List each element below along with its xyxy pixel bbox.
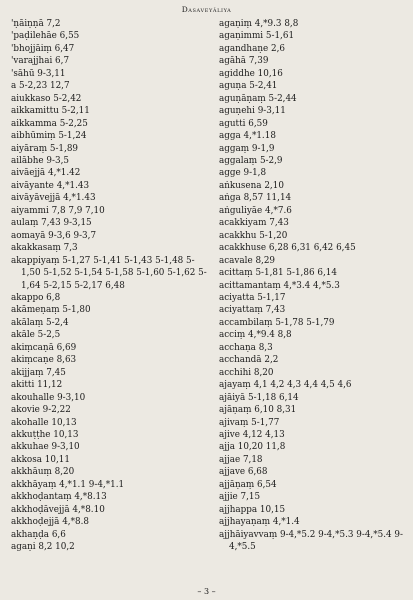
index-entry: agaṇiṃ 4,*9.3 8,8 bbox=[219, 19, 299, 29]
index-entry: aikkamittu 5-2,11 bbox=[11, 106, 90, 117]
index-entry: aguṇehi 9-3,11 bbox=[219, 106, 286, 117]
index-entry: aggalaṃ 5-2,9 bbox=[219, 155, 283, 166]
index-entry: aṅkusena 2,10 bbox=[219, 180, 284, 191]
index-entry: aivāyante 4,*1.43 bbox=[11, 180, 90, 191]
index-entry: 'varajjhai 6,7 bbox=[11, 56, 70, 67]
index-entry: ajjhappa 10,15 bbox=[219, 504, 286, 515]
index-entry: aiukkaso 5-2,42 bbox=[11, 93, 82, 104]
index-column-left bbox=[11, 18, 207, 553]
index-entry: akālaṃ 5-2,4 bbox=[11, 317, 69, 328]
index-entry: aomayā 9-3,6 9-3,7 bbox=[11, 230, 97, 241]
index-entry: akohalle 10,13 bbox=[11, 417, 77, 428]
index-entry: acakkhuse 6,28 6,31 6,42 6,45 bbox=[219, 243, 356, 254]
index-entry: acakkhu 5-1,20 bbox=[219, 230, 288, 241]
index-entry: akhaṇḍa 6,6 bbox=[11, 529, 66, 540]
index-entry: akouhalle 9-3,10 bbox=[11, 392, 86, 403]
index-entry: ajive 4,12 4,13 bbox=[219, 429, 285, 440]
index-entry: akkhoḍantaṃ 4,*8.13 bbox=[11, 492, 107, 503]
index-entry: akkuhae 9-3,10 bbox=[11, 442, 80, 453]
index-entry: akitti 11,12 bbox=[11, 380, 63, 391]
page-number: – 3 – bbox=[197, 587, 216, 596]
index-entry: agaṇimmi 5-1,61 bbox=[219, 31, 295, 42]
index-entry: aciyatta 5-1,17 bbox=[219, 292, 286, 303]
index-entry: ailābhe 9-3,5 bbox=[11, 155, 69, 166]
index-entry: aguṇāṇaṃ 5-2,44 bbox=[219, 93, 297, 104]
index-entry: acciṃ 4,*9.4 8,8 bbox=[219, 330, 292, 341]
index-entry: akkhoḍejjā 4,*8.8 bbox=[11, 517, 89, 528]
index-entry: akiṃcaṇā 6,69 bbox=[11, 342, 77, 353]
index-entry: akkuṭṭhe 10,13 bbox=[11, 429, 79, 440]
index-entry: aciyattaṃ 7,43 bbox=[219, 305, 286, 316]
index-entry: aguṇa 5-2,41 bbox=[219, 81, 278, 92]
index-entry: akakkasaṃ 7,3 bbox=[11, 243, 78, 254]
index-entry: agaṇi 8,2 10,2 bbox=[11, 542, 75, 553]
index-entry: acchaṇa 8,3 bbox=[219, 342, 273, 353]
index-entry: ajivaṃ 5-1,77 bbox=[219, 417, 280, 428]
index-entry: akijjaṃ 7,45 bbox=[11, 367, 66, 378]
index-column-right bbox=[219, 18, 409, 553]
index-entry: agutti 6,59 bbox=[219, 118, 268, 129]
index-entry: akappo 6,8 bbox=[11, 292, 61, 303]
index-entry: akiṃcaṇe 8,63 bbox=[11, 355, 77, 366]
index-entry: aṅguliyāe 4,*7.6 bbox=[219, 205, 292, 216]
index-entry: agandhaṇe 2,6 bbox=[219, 43, 285, 54]
index-entry: ajayaṃ 4,1 4,2 4,3 4,4 4,5 4,6 bbox=[219, 380, 352, 391]
index-entry: acchandā 2,2 bbox=[219, 355, 279, 366]
index-entry: akāle 5-2,5 bbox=[11, 330, 61, 341]
index-entry: 'bhojjāiṃ 6,47 bbox=[11, 43, 75, 54]
index-entry: acchihi 8,20 bbox=[219, 367, 274, 378]
index-entry: akkhāuṃ 8,20 bbox=[11, 467, 75, 478]
index-entry: ajjhāiyavvaṃ 9-4,*5.2 9-4,*5.3 9-4,*5.4 9-4,*5.5 bbox=[219, 529, 403, 553]
index-entry: aivāejjā 4,*1.42 bbox=[11, 168, 81, 179]
index-entry: akāmeṇaṃ 5-1,80 bbox=[11, 305, 91, 316]
index-entry: akkosa 10,11 bbox=[11, 454, 70, 465]
index-entry: akappiyaṃ 5-1,27 5-1,41 5-1,43 5-1,48 5-1,50 5-1,52 5-1,54 5-1,58 5-1,60 5-1,62 5-1,64 5-2,15 5-2,17 6,48 bbox=[11, 255, 207, 291]
index-entry: aggaṃ 9-1,9 bbox=[219, 143, 275, 154]
index-entry: ajjhayaṇaṃ 4,*1.4 bbox=[219, 517, 300, 528]
index-entry: agiddhe 10,16 bbox=[219, 68, 283, 79]
index-entry: accambilaṃ 5-1,78 5-1,79 bbox=[219, 317, 335, 328]
index-entry: akkhāyaṃ 4,*1.1 9-4,*1.1 bbox=[11, 479, 125, 490]
index-entry: akkhoḍāvejjā 4,*8.10 bbox=[11, 504, 105, 515]
index-entry: aikkamma 5-2,25 bbox=[11, 118, 88, 129]
index-entry: 'paḍilehāe 6,55 bbox=[11, 31, 80, 42]
index-entry: acakkiyam 7,43 bbox=[219, 218, 289, 229]
index-entry: aibhūmiṃ 5-1,24 bbox=[11, 131, 87, 142]
index-entry: a 5-2,23 12,7 bbox=[11, 81, 70, 92]
index-entry: acittaṃ 5-1,81 5-1,86 6,14 bbox=[219, 268, 337, 279]
index-entry: ajāiyā 5-1,18 6,14 bbox=[219, 392, 299, 403]
index-entry: agāhā 7,39 bbox=[219, 56, 269, 67]
index-entry: ajjave 6,68 bbox=[219, 467, 268, 478]
index-entry: aivāyāvejjā 4,*1.43 bbox=[11, 193, 96, 204]
index-entry: ajjie 7,15 bbox=[219, 492, 261, 503]
index-entry: acittamantaṃ 4,*3.4 4,*5.3 bbox=[219, 280, 340, 291]
index-entry: aiyāraṃ 5-1,89 bbox=[11, 143, 79, 154]
index-entry: ajjāṇaṃ 6,54 bbox=[219, 479, 277, 490]
index-entry: agga 4,*1.18 bbox=[219, 131, 276, 142]
index-entry: 'sāhū 9-3,11 bbox=[11, 68, 66, 79]
index-entry: agge 9-1,8 bbox=[219, 168, 267, 179]
index-entry: aulaṃ 7,43 9-3,15 bbox=[11, 218, 92, 229]
index-entry: akovie 9-2,22 bbox=[11, 405, 71, 416]
index-entry: ajjae 7,18 bbox=[219, 454, 263, 465]
index-entry: ajāṇaṃ 6,10 8,31 bbox=[219, 405, 297, 416]
index-entry: 'ṇāiṇṇā 7,2 bbox=[11, 19, 61, 29]
index-entry: aṅga 8,57 11,14 bbox=[219, 193, 292, 204]
index-entry: aiyammi 7,8 7,9 7,10 bbox=[11, 205, 105, 216]
index-entry: ajja 10,20 11,8 bbox=[219, 442, 286, 453]
index-entry: acavale 8,29 bbox=[219, 255, 276, 266]
running-header: Dasaveyāliya bbox=[181, 5, 232, 14]
